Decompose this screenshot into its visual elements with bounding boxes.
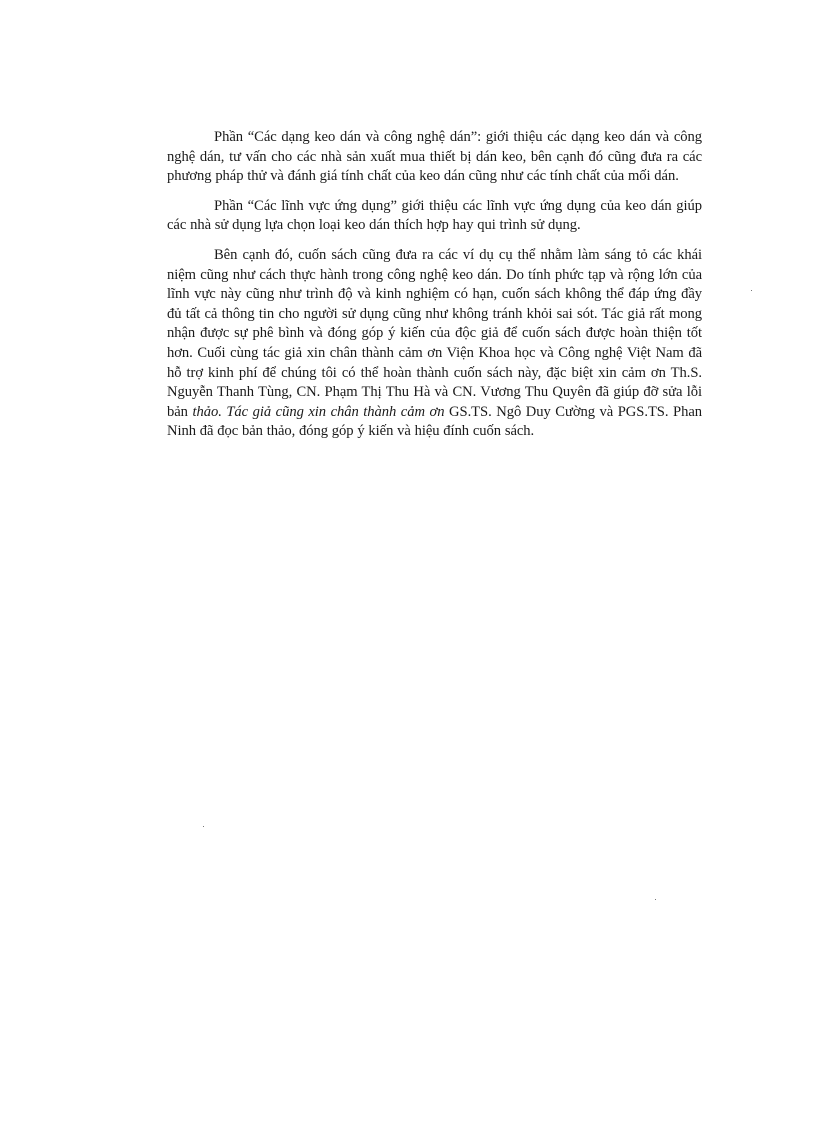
acknowledgements-italic-text: thảo. Tác giả cũng xin chân thành cảm ơn	[192, 403, 445, 420]
body-text	[167, 128, 702, 452]
acknowledgements-text: Bên cạnh đó, cuốn sách cũng đưa ra các ví dụ cụ thể nhằm làm sáng tỏ các khái niệm cũng như cách thực hành trong công nghệ keo dán. Do tính phức tạp và rộng lớn của lĩnh vực này cũng như trình độ và kinh nghiệm có hạn, cuốn sách không thể đáp ứng đầy đủ tất cả thông tin cho người sử dụng cũng như không tránh khỏi sai sót. Tác giả rất mong nhận được sự phê bình và đóng góp ý kiến của độc giả để cuốn sách được hoàn thiện tốt hơn. Cuối cùng tác giả xin chân thành cảm ơn Viện Khoa học và Công nghệ Việt Nam đã hỗ trợ kinh phí để chúng tôi có thể hoàn thành cuốn sách này, đặc biệt xin cảm ơn Th.S. Nguyễn Thanh Tùng, CN. Phạm Thị Thu Hà và CN. Vương Thu Quyên đã giúp đỡ sửa lỗi bản	[167, 246, 702, 420]
scan-speck	[655, 899, 656, 900]
paragraph-acknowledgements	[167, 246, 702, 442]
scan-speck	[751, 290, 752, 291]
paragraph-application-fields: Phần “Các lĩnh vực ứng dụng” giới thiệu các lĩnh vực ứng dụng của keo dán giúp các nhà sử dụng lựa chọn loại keo dán thích hợp hay qui trình sử dụng.	[167, 197, 702, 234]
paragraph-adhesive-types: Phần “Các dạng keo dán và công nghệ dán”: giới thiệu các dạng keo dán và công nghệ dán, tư vấn cho các nhà sản xuất mua thiết bị dán keo, bên cạnh đó cũng đưa ra các phương pháp thử và đánh giá tính chất của keo dán cũng như các tính chất của mối dán.	[167, 129, 702, 185]
scan-speck	[203, 826, 204, 827]
acknowledgements-text-end: GS.TS. Ngô Duy Cường và PGS.TS. Phan Ninh đã đọc bản thảo, đóng góp ý kiến và hiệu đính cuốn sách.	[167, 403, 702, 440]
